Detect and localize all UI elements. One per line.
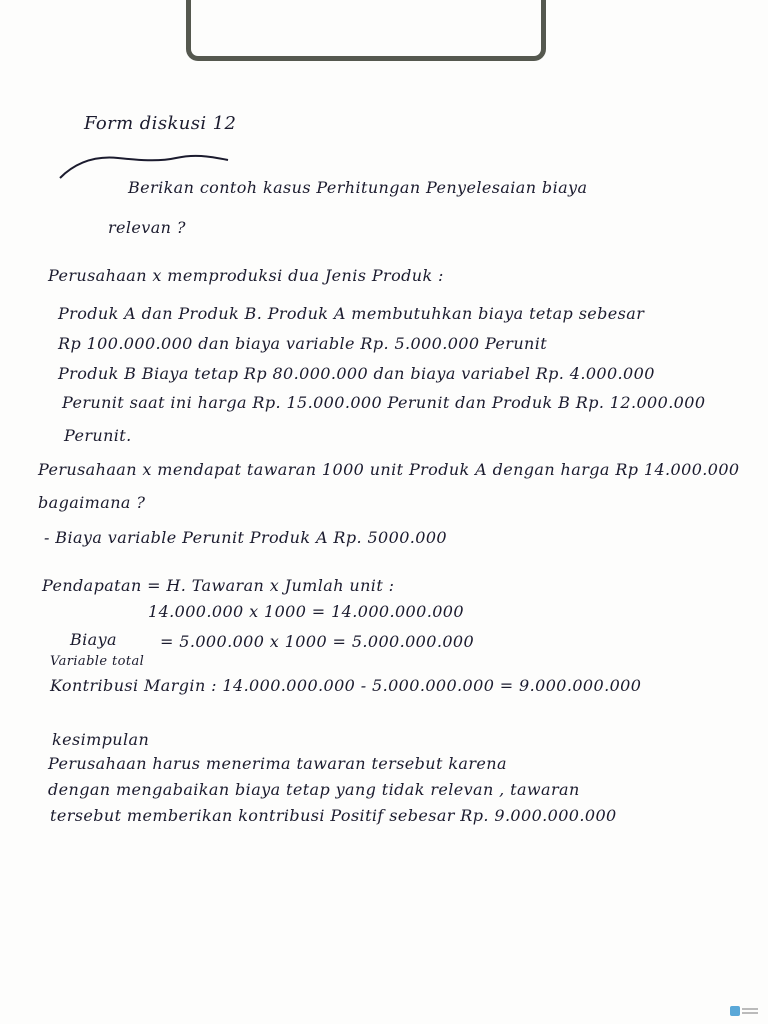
conclusion-line-1: Perusahaan harus menerima tawaran tersebut karena [48,754,507,773]
revenue-values: 14.000.000 x 1000 = 14.000.000.000 [148,602,464,621]
conclusion-line-2: dengan mengabaikan biaya tetap yang tidak relevan , tawaran [48,780,580,799]
case-line-5: Perunit saat ini harga Rp. 15.000.000 Perunit dan Produk B Rp. 12.000.000 [62,393,706,412]
question-line-2: relevan ? [108,218,186,237]
camscanner-watermark [730,1004,760,1018]
conclusion-heading: kesimpulan [52,730,150,749]
contribution-line: Kontribusi Margin : 14.000.000.000 - 5.000.000.000 = 9.000.000.000 [50,676,642,695]
case-line-2: Produk A dan Produk B. Produk A membutuhkan biaya tetap sebesar [58,304,645,323]
cost-label-2: Variable total [50,654,145,669]
offer-line-2: bagaimana ? [38,493,146,512]
cost-label: Biaya [70,630,117,649]
revenue-line: Pendapatan = H. Tawaran x Jumlah unit : [42,576,395,595]
clipboard-clip [186,0,546,61]
page-title: Form diskusi 12 [84,113,237,134]
case-line-6: Perunit. [64,426,132,445]
cost-values: = 5.000.000 x 1000 = 5.000.000.000 [160,632,475,651]
camscanner-logo-icon [730,1006,740,1016]
offer-line-1: Perusahaan x mendapat tawaran 1000 unit Produk A dengan harga Rp 14.000.000 [38,460,740,479]
conclusion-line-3: tersebut memberikan kontribusi Positif sebesar Rp. 9.000.000.000 [50,806,617,825]
title-underline-squiggle [58,148,238,182]
variable-cost-line: - Biaya variable Perunit Produk A Rp. 5000.000 [44,528,447,547]
case-line-4: Produk B Biaya tetap Rp 80.000.000 dan biaya variabel Rp. 4.000.000 [58,364,655,383]
case-line-1: Perusahaan x memproduksi dua Jenis Produk : [48,266,444,285]
camscanner-wordmark [742,1008,758,1014]
question-line-1: Berikan contoh kasus Perhitungan Penyelesaian biaya [128,178,588,197]
case-line-3: Rp 100.000.000 dan biaya variable Rp. 5.000.000 Perunit [58,334,548,353]
